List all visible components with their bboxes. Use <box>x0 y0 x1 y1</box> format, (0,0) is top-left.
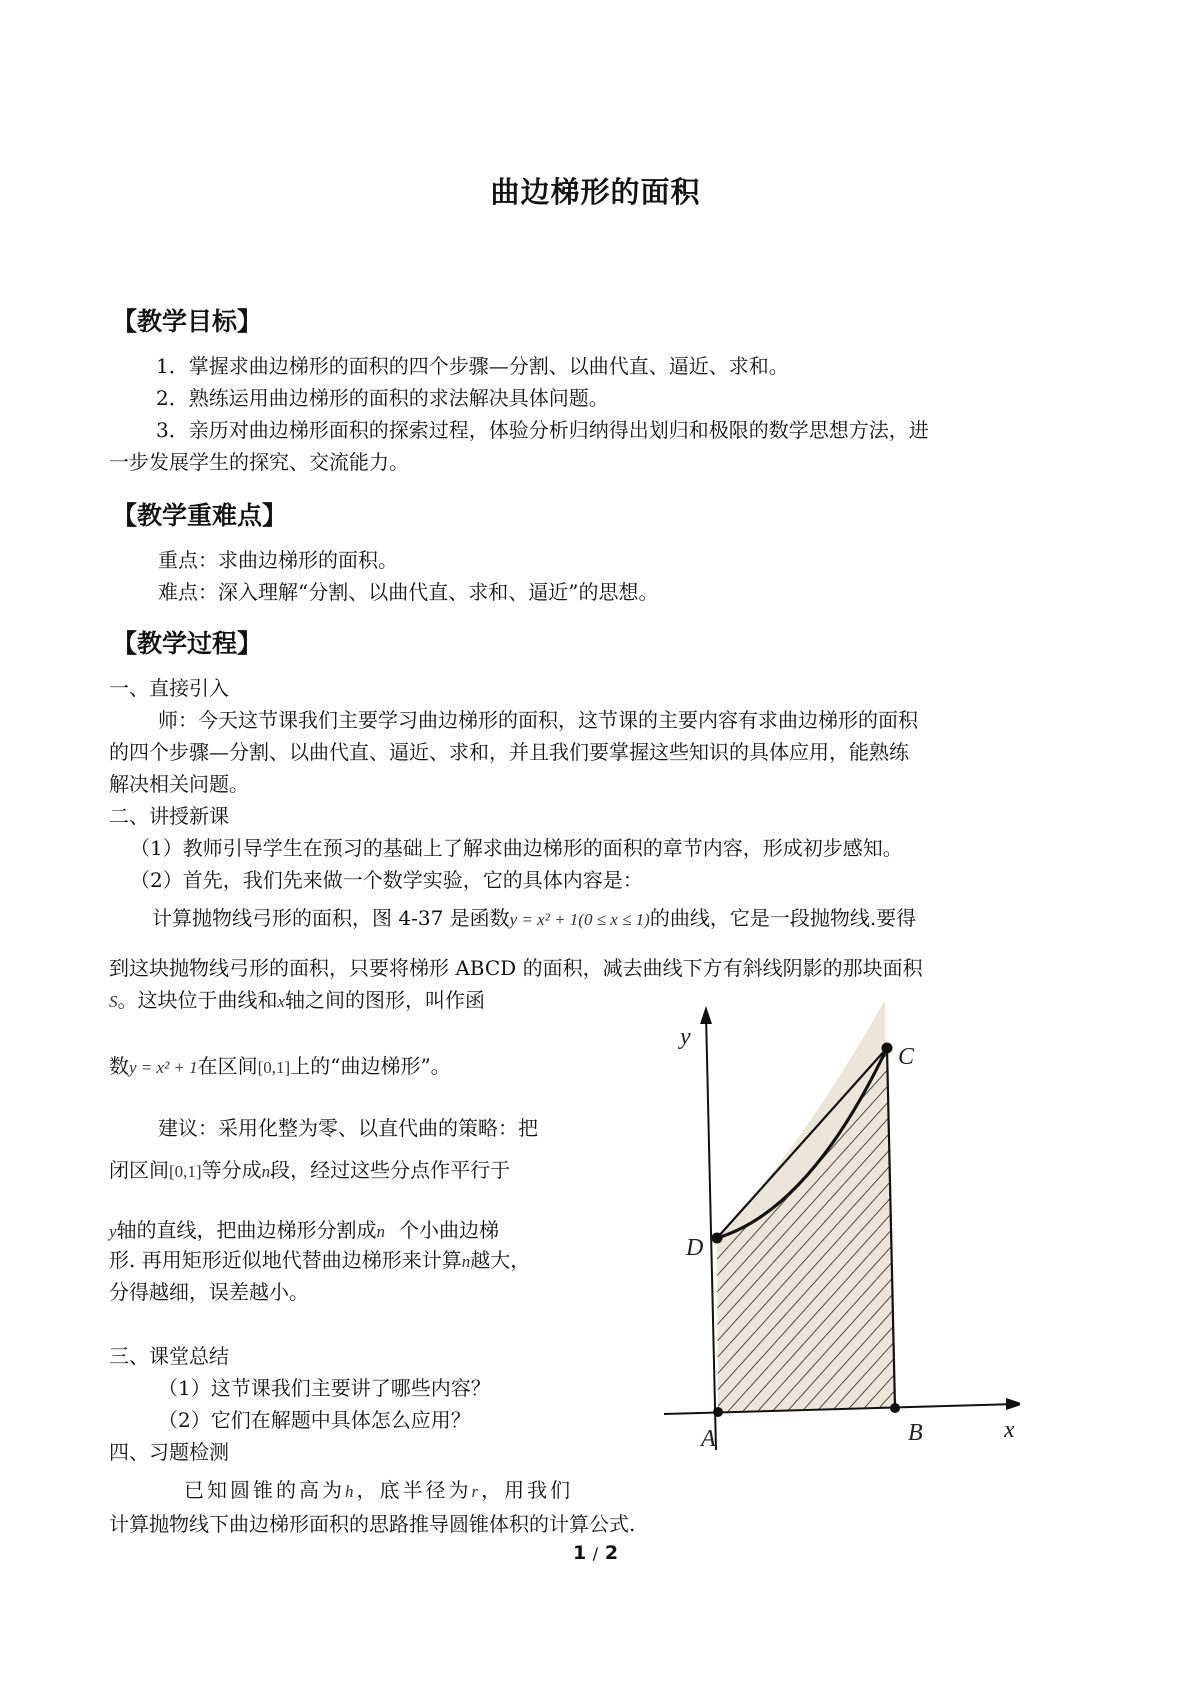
exercise-line-2: 计算抛物线下曲边梯形面积的思路推导圆锥体积的计算公式. <box>109 1512 636 1536</box>
experiment-text-1a: 计算抛物线弓形的面积，图 4-37 是函数 <box>152 906 510 930</box>
page-total: 2 <box>604 1542 619 1564</box>
part-3-item-1: （1）这节课我们主要讲了哪些内容？ <box>158 1376 491 1400</box>
symbol-S: S <box>109 992 118 1011</box>
suggestion-text-2b: 等分成 <box>201 1158 262 1182</box>
point-D <box>712 1233 723 1244</box>
part-1-heading: 一、直接引入 <box>109 676 229 700</box>
experiment-text-3b: 轴之间的图形，叫作函 <box>285 988 486 1012</box>
experiment-text-4b: 在区间 <box>197 1054 258 1078</box>
section-heading-objectives: 【教学目标】 <box>112 307 263 336</box>
key-point-difficulty: 难点：深入理解“分割、以曲代直、求和、逼近”的思想。 <box>158 580 659 604</box>
function-formula-2: y = x² + 1 <box>129 1058 198 1077</box>
suggestion-text-4b: 越大， <box>470 1248 531 1272</box>
label-A: A <box>701 1426 716 1452</box>
part-2-item-2: （2）首先，我们先来做一个数学实验，它的具体内容是： <box>130 868 643 892</box>
symbol-n-2: n <box>376 1222 386 1241</box>
exercise-text-1c: ，用我们 <box>481 1478 574 1502</box>
key-point-focus: 重点：求曲边梯形的面积。 <box>158 548 398 572</box>
objective-item-1: 1．掌握求曲边梯形的面积的四个步骤—分割、以曲代直、逼近、求和。 <box>156 354 789 378</box>
point-B <box>890 1403 900 1413</box>
suggestion-line-3 <box>109 1214 499 1248</box>
point-C <box>882 1043 893 1054</box>
label-x: x <box>1004 1417 1015 1443</box>
part-2-item-1: （1）教师引导学生在预习的基础上了解求曲边梯形的面积的章节内容，形成初步感知。 <box>130 836 903 860</box>
part-2-heading: 二、讲授新课 <box>109 804 229 828</box>
suggestion-line-1: 建议：采用化整为零、以直代曲的策略：把 <box>158 1116 538 1140</box>
suggestion-text-2c: 段，经过这些分点作平行于 <box>270 1158 511 1182</box>
function-formula: y = x² + 1(0 ≤ x ≤ 1) <box>509 910 650 929</box>
label-B: B <box>908 1420 923 1446</box>
interval-0-1-b: [0,1] <box>169 1162 202 1181</box>
experiment-text-1b: 的曲线，它是一段抛物线.要得 <box>649 906 917 930</box>
symbol-x: x <box>277 992 286 1011</box>
part-1-line-1: 师：今天这节课我们主要学习曲边梯形的面积，这节课的主要内容有求曲边梯形的面积 <box>158 708 918 732</box>
suggestion-text-4a: 形. 再用矩形近似地代替曲边梯形来计算 <box>109 1248 462 1272</box>
exercise-text-1a: 已知圆锥的高为 <box>184 1478 345 1502</box>
point-A <box>713 1407 723 1417</box>
experiment-line-3 <box>109 984 485 1018</box>
symbol-n: n <box>261 1162 271 1181</box>
hatched-area <box>717 1048 895 1412</box>
objective-item-3-line-1: 3．亲历对曲边梯形面积的探索过程，体验分析归纳得出划归和极限的数学思想方法，进 <box>156 418 929 442</box>
page-title: 曲边梯形的面积 <box>490 175 701 209</box>
suggestion-text-3a: 轴的直线，把曲边梯形分割成 <box>116 1218 377 1242</box>
y-axis-arrow <box>700 1006 712 1024</box>
symbol-n-3: n <box>461 1252 471 1271</box>
label-D: D <box>686 1235 704 1261</box>
suggestion-line-4 <box>109 1244 530 1278</box>
symbol-h: h <box>345 1482 357 1501</box>
suggestion-text-2a: 闭区间 <box>109 1158 169 1182</box>
experiment-line-2: 到这块抛物线弓形的面积，只要将梯形 ABCD 的面积，减去曲线下方有斜线阴影的那块面积 <box>109 956 923 980</box>
suggestion-line-2 <box>109 1154 510 1188</box>
suggestion-line-5: 分得越细，误差越小。 <box>109 1280 309 1304</box>
section-heading-process: 【教学过程】 <box>112 629 263 658</box>
symbol-r: r <box>471 1482 482 1501</box>
section-heading-key-points: 【教学重难点】 <box>112 501 288 530</box>
symbol-y: y <box>109 1222 117 1241</box>
experiment-text-4c: 上的“曲边梯形”。 <box>290 1054 451 1078</box>
experiment-text-3a: 。这块位于曲线和 <box>117 988 278 1012</box>
experiment-line-4 <box>109 1050 451 1084</box>
objective-item-3-line-2: 一步发展学生的探究、交流能力。 <box>109 450 409 474</box>
experiment-line-1 <box>152 902 916 936</box>
y-axis <box>706 1014 716 1450</box>
part-4-heading: 四、习题检测 <box>109 1440 229 1464</box>
curved-trapezoid-figure <box>640 1000 1020 1470</box>
label-y: y <box>680 1024 691 1050</box>
experiment-text-4a: 数 <box>109 1054 129 1078</box>
page-number <box>0 1542 1191 1564</box>
page-separator: / <box>592 1544 599 1563</box>
part-1-line-2: 的四个步骤—分割、以曲代直、逼近、求和，并且我们要掌握这些知识的具体应用，能熟练 <box>109 740 909 764</box>
exercise-line-1 <box>184 1474 573 1508</box>
page-current: 1 <box>572 1542 587 1564</box>
part-3-heading: 三、课堂总结 <box>109 1344 229 1368</box>
objective-item-2: 2．熟练运用曲边梯形的面积的求法解决具体问题。 <box>156 386 609 410</box>
part-1-line-3: 解决相关问题。 <box>109 772 249 796</box>
part-3-item-2: （2）它们在解题中具体怎么应用？ <box>158 1408 471 1432</box>
interval-0-1: [0,1] <box>257 1058 291 1077</box>
exercise-text-1b: ，底半径为 <box>356 1478 472 1502</box>
x-axis-arrow <box>1006 1398 1020 1410</box>
label-C: C <box>898 1044 915 1070</box>
suggestion-text-3b: 个小曲边梯 <box>399 1218 500 1242</box>
